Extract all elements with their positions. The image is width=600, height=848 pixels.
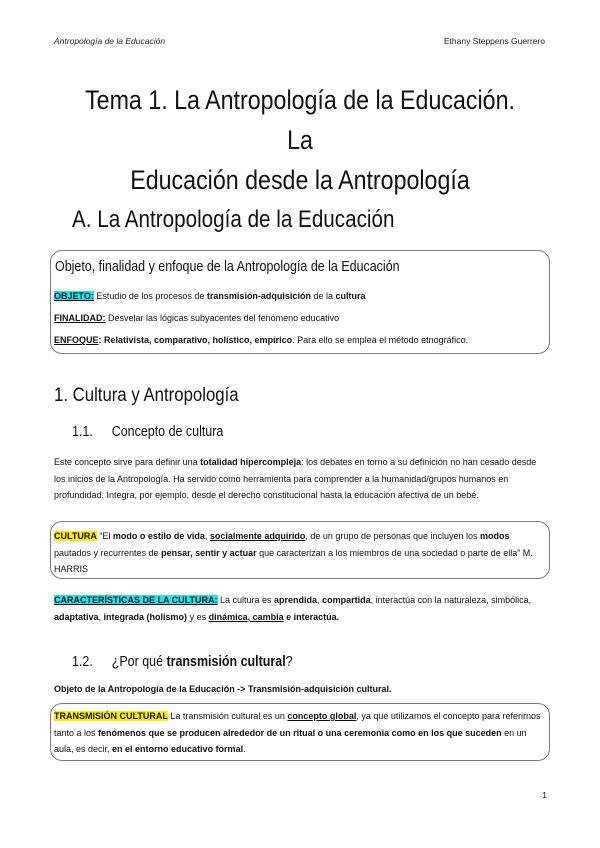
subsection-post: ? xyxy=(285,654,293,670)
objeto-label: OBJETO: xyxy=(54,291,94,301)
objeto-box-title: Objeto, finalidad y enfoque de la Antropología de la Educación xyxy=(55,259,400,275)
tr-t2: , ya que utilizamos el concepto para referirnos tanto a los xyxy=(54,711,541,738)
car-b2: compartida xyxy=(322,595,371,605)
subsection-1-2-heading xyxy=(72,654,293,670)
enfoque-line xyxy=(54,335,468,345)
objeto-bold-2: cultura xyxy=(335,291,366,301)
cultura-b3: pensar, sentir y actuar xyxy=(161,547,257,558)
car-t5: y es xyxy=(187,611,209,622)
objeto-summary-line: Objeto de la Antropología de la Educación -> Transmisión-adquisición cultural. xyxy=(54,684,392,694)
cultura-bu1: socialmente adquirido xyxy=(209,531,306,541)
subsection-1-1-heading xyxy=(72,424,223,440)
car-b3: adaptativa xyxy=(54,611,99,622)
cultura-t2: , xyxy=(204,531,210,541)
caracteristicas-label: CARACTERÍSTICAS DE LA CULTURA: xyxy=(54,595,218,605)
section-a-heading: A. La Antropología de la Educación xyxy=(72,206,395,233)
enfoque-label: ENFOQUE xyxy=(54,335,99,345)
car-b4: integrada (holismo) xyxy=(103,611,188,622)
car-t1: La cultura es xyxy=(217,595,275,605)
subsection-bold: transmisión cultural xyxy=(166,654,286,670)
car-b5: e interactúa. xyxy=(283,611,340,622)
cultura-t3: , de un grupo de personas que incluyen los xyxy=(305,531,481,541)
para-text-2: : los debates en torno a su definición no han cesado desde los inicios de la Antropología. Ha servido como herramienta para comprender a la humanidad/grupos humanos en profundidad. Integra, por ejemplo, desde el derecho constitucional hasta la educación afectiva de un bebé. xyxy=(54,457,537,500)
tr-t4: . xyxy=(243,744,246,754)
car-bu1: dinámica, cambia xyxy=(208,611,284,622)
title-line-2: Educación desde la Antropología xyxy=(130,165,470,195)
car-t2: , xyxy=(317,595,323,605)
cultura-t5: que caracterizan a los miembros de una sociedad o parte de ella” M. HARRIS xyxy=(54,547,533,574)
transmision-text xyxy=(54,708,544,758)
enfoque-bold: : Relativista, comparativo, holístico, empírico xyxy=(98,335,293,345)
objeto-text-2: de la xyxy=(310,291,336,301)
car-t4: , xyxy=(98,611,104,622)
finalidad-line xyxy=(54,313,339,323)
objeto-bold: transmisión-adquisición xyxy=(206,291,311,301)
tr-b1: fenómenos que se producen alrededor de un ritual o una ceremonia como en los que suceden xyxy=(98,727,502,738)
finalidad-text: Desvelar las lógicas subyacentes del fenómeno educativo xyxy=(105,313,340,323)
title-line-1: Tema 1. La Antropología de la Educación. La xyxy=(85,85,515,155)
para-bold-1: totalidad hipercompleja xyxy=(200,457,302,467)
cultura-t1: “El xyxy=(96,531,113,541)
page-number: 1 xyxy=(542,790,547,800)
tr-bu1: concepto global xyxy=(287,711,357,721)
subsection-number: 1.2. xyxy=(72,654,93,670)
cultura-label: CULTURA xyxy=(54,531,97,541)
enfoque-text: . Para ello se emplea el método etnográfico. xyxy=(292,335,469,345)
cultura-b1: modo o estilo de vida xyxy=(112,531,205,541)
objeto-text: Estudio de los procesos de xyxy=(93,291,207,301)
caracteristicas-paragraph xyxy=(54,592,550,625)
cultura-t4: pautados y recurrentes de xyxy=(54,547,162,558)
para-text-1: Este concepto sirve para definir una xyxy=(54,457,201,467)
tr-t3: en un aula, es decir, xyxy=(54,727,527,754)
car-b1: aprendida xyxy=(274,595,318,605)
objeto-line xyxy=(54,291,365,301)
header-course-title: Antropología de la Educación xyxy=(54,36,166,46)
tr-b2: en el entorno educativo formal xyxy=(112,744,244,754)
cultura-definition-text xyxy=(54,528,544,578)
cultura-b2: modos xyxy=(480,531,510,541)
cultura-paragraph xyxy=(54,454,550,504)
header-author: Ethany Steppens Guerrero xyxy=(443,36,545,46)
transmision-label: TRANSMISIÓN CULTURAL xyxy=(54,711,168,721)
finalidad-label: FINALIDAD: xyxy=(54,313,106,323)
car-t3: , interactúa con la naturaleza, simbólica, xyxy=(370,595,532,605)
page-title xyxy=(76,80,523,200)
subsection-pre: ¿Por qué xyxy=(111,654,167,670)
section-1-heading: 1. Cultura y Antropología xyxy=(54,384,239,406)
subsection-title: Concepto de cultura xyxy=(111,424,224,440)
tr-t1: La transmisión cultural es un xyxy=(167,711,288,721)
subsection-number: 1.1. xyxy=(72,424,93,440)
